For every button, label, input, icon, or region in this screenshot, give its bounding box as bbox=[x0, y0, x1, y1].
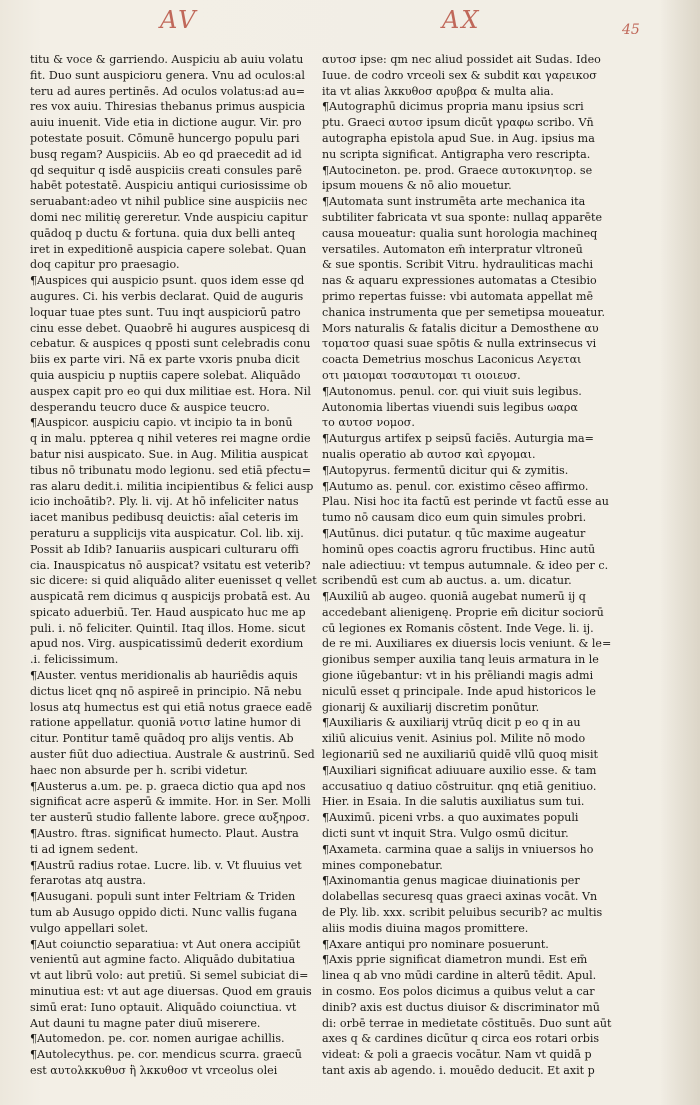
text-line: autographa epistola apud Sue. in Aug. ipsius ma bbox=[322, 131, 595, 145]
text-line: ferarotas atq austra. bbox=[30, 874, 146, 888]
text-line: legionariū sed ne auxiliariū quidē vllū quoq misit bbox=[322, 748, 598, 762]
text-line: gione iūgebantur: vt in his prēliandi magis admi bbox=[322, 669, 594, 683]
text-line: losus atq humectus est qui etiā notus graece eadē bbox=[30, 700, 313, 714]
text-line: ¶Auster. ventus meridionalis ab hauriēdis aquis bbox=[30, 669, 298, 683]
text-line: videat: & poli a graecis vocātur. Nam vt quidā p bbox=[322, 1048, 592, 1062]
text-line: cebatur. & auspices q pposti sunt celebradis conu bbox=[30, 337, 311, 351]
text-line: est αυτολκκυθυσ ἢ λκκυθοσ vt vrceolus olei bbox=[30, 1064, 278, 1077]
text-line: haec non absurde per h. scribi videtur. bbox=[30, 763, 248, 777]
text-line: auiu inuenit. Vide etia in dictione augur. Vir. pro bbox=[30, 116, 302, 130]
text-line: nu scripta significat. Antigrapha vero rescripta. bbox=[322, 147, 591, 161]
text-line: loquar tuae ptes sunt. Tuu inqt auspiciorū patro bbox=[30, 305, 301, 319]
text-line: ¶Autopyrus. fermentū dicitur qui & zymitis. bbox=[322, 463, 569, 477]
marginal-note-middle: AX bbox=[442, 6, 481, 34]
text-line: iacet manibus pedibusq deuictis: aīal ceteris im bbox=[30, 511, 299, 525]
text-line: cū legiones ex Romanis cōstent. Inde Vege. li. ij. bbox=[322, 621, 594, 635]
text-line: vt aut librū volo: aut pretiū. Si semel subiciat di= bbox=[30, 969, 309, 983]
text-line: niculū esset q principale. Inde apud historicos le bbox=[322, 684, 596, 698]
text-line: ¶Auturgus artifex p seipsū faciēs. Auturgia ma= bbox=[322, 432, 594, 446]
text-line: dictus licet qnq nō aspireē in principio. Nā nebu bbox=[30, 684, 302, 698]
text-line: ¶Austrū radius rotae. Lucre. lib. v. Vt fluuius vet bbox=[30, 858, 302, 872]
text-line: desperandu teucro duce & auspice teucro. bbox=[30, 400, 270, 414]
text-line: nale adiectiuu: vt tempus autumnale. & ideo per c. bbox=[322, 558, 609, 572]
text-line: tumo nō causam dico eum quin simules probri. bbox=[322, 511, 587, 525]
text-line: hominū opes coactis agroru fructibus. Hinc autū bbox=[322, 542, 596, 556]
text-line: nas & aquaru expressiones automatas a Ctesibio bbox=[322, 274, 597, 288]
text-line: subtiliter fabricata vt sua sponte: nullaq apparēte bbox=[322, 210, 603, 224]
text-line: Autonomia libertas viuendi suis legibus ωαρα bbox=[322, 400, 578, 414]
text-line: ¶Axinomantia genus magicae diuinationis per bbox=[322, 874, 580, 888]
text-line: ¶Axis pprie significat diametron mundi. Est em̄ bbox=[322, 953, 588, 967]
text-line: ¶Auxiliari significat adiuuare auxilio esse. & tam bbox=[322, 763, 597, 777]
text-line: qd sequitur q isdē auspiciis creati consules parē bbox=[30, 163, 302, 177]
text-line: ¶Austro. ftras. significat humecto. Plaut. Austra bbox=[30, 827, 299, 841]
text-line: ¶Auspices qui auspicio psunt. quos idem esse qd bbox=[30, 274, 305, 288]
text-line: dinib? axis est ductus diuisor & discriminator mū bbox=[322, 1000, 600, 1014]
text-line: domi nec militię gereretur. Vnde auspiciu capitur bbox=[30, 210, 308, 224]
text-line: aliis modis diuina magos promittere. bbox=[322, 921, 529, 935]
text-line: sic dicere: si quid aliquādo aliter euenisset q vellet bbox=[30, 574, 317, 588]
text-line: ¶Auxiliū ab augeo. quoniā augebat numerū ij q bbox=[322, 590, 586, 604]
text-line: doq capitur pro praesagio. bbox=[30, 258, 180, 272]
text-line: ti ad ignem sedent. bbox=[30, 842, 139, 856]
text-line: dicti sunt vt inquit Stra. Vulgo osmū dicitur. bbox=[322, 827, 569, 841]
text-line: ¶Axameta. carmina quae a salijs in vniuersos ho bbox=[322, 842, 594, 856]
text-line: batur nisi auspicato. Sue. in Aug. Militia auspicat bbox=[30, 447, 308, 461]
text-line: titu & voce & garriendo. Auspiciu ab auiu volatu bbox=[30, 53, 304, 66]
text-line: simū erat: Iuno optauit. Aliquādo coiunctiua. vt bbox=[30, 1000, 297, 1014]
text-line: ras alaru dedit.i. militia incipientibus & felici ausp bbox=[30, 479, 314, 493]
text-line: ipsum mouens & nō alio mouetur. bbox=[322, 179, 512, 193]
text-line: fit. Duo sunt auspicioru genera. Vnu ad oculos:al bbox=[30, 68, 305, 82]
text-line: Possit ab Idib? Ianuariis auspicari culturaru offi bbox=[30, 542, 299, 556]
text-line: coacta Demetrius moschus Laconicus Λεγεται bbox=[322, 353, 582, 367]
text-line: ter austerū studio fallente labore. grece αυξηροσ. bbox=[30, 811, 310, 825]
marginal-folio-number: 45 bbox=[622, 22, 640, 38]
text-line: ¶Autūnus. dici putatur. q tūc maxime augeatur bbox=[322, 526, 586, 540]
text-line: seruabant:adeo vt nihil publice sine auspiciis nec bbox=[30, 195, 308, 209]
left-text-column bbox=[30, 52, 320, 1079]
text-line: ¶Autolecythus. pe. cor. mendicus scurra. graecū bbox=[30, 1048, 302, 1062]
text-line: minutiua est: vt aut age diuersas. Quod em grauis bbox=[30, 985, 312, 999]
text-line: αυτοσ ipse: qm nec aliud possidet ait Sudas. Ideo bbox=[322, 53, 601, 66]
text-line: ita vt alias λκκυθοσ αρυβρα & multa alia. bbox=[322, 84, 554, 98]
text-line: οτι μαιομαι τοσαυτομαι τι οιοιευσ. bbox=[322, 368, 521, 382]
text-line: το αυτοσ νομοσ. bbox=[322, 416, 415, 430]
text-line: ¶Autocineton. pe. prod. Graece αυτοκινητορ. se bbox=[322, 163, 593, 177]
text-line: ¶Autonomus. penul. cor. qui viuit suis legibus. bbox=[322, 384, 582, 398]
text-line: Plau. Nisi hoc ita factū est perinde vt factū esse au bbox=[322, 495, 609, 509]
page-edge-shadow bbox=[660, 0, 700, 1105]
text-line: ¶Aut coiunctio separatiua: vt Aut onera accipiūt bbox=[30, 937, 301, 951]
text-line: ¶Autumo as. penul. cor. existimo cēseo affirmo. bbox=[322, 479, 589, 493]
text-line: busq regam? Auspiciis. Ab eo qd praecedit ad id bbox=[30, 147, 302, 161]
text-line: nualis operatio ab αυτοσ καὶ εργομαι. bbox=[322, 447, 536, 461]
text-line: axes q & cardines dicūtur q circa eos rotari orbis bbox=[322, 1032, 600, 1046]
text-line: ratione appellatur. quoniā νοτισ latine humor di bbox=[30, 716, 301, 730]
text-line: xiliū alicuius venit. Asinius pol. Milite nō modo bbox=[322, 732, 586, 746]
text-line: habēt potestatē. Auspiciu antiqui curiosissime ob bbox=[30, 179, 308, 193]
text-line: apud nos. Virg. auspicatissimū dederit exordium bbox=[30, 637, 304, 651]
text-line: Aut dauni tu magne pater diuū miserere. bbox=[30, 1016, 261, 1030]
text-line: peraturu a supplicijs vita auspicatur. Col. lib. xij. bbox=[30, 526, 304, 540]
text-line: quia auspiciu p nuptiis capere solebat. Aliquādo bbox=[30, 368, 301, 382]
text-line: Hier. in Esaia. In die salutis auxiliatus sum tui. bbox=[322, 795, 585, 809]
text-line: in cosmo. Eos polos dicimus a quibus velut a car bbox=[322, 985, 595, 999]
text-line: & sue spontis. Scribit Vitru. hydrauliticas machi bbox=[322, 258, 594, 272]
text-line: auspicatā rem dicimus q auspicijs probatā est. Au bbox=[30, 590, 311, 604]
text-line: spicato aduerbiū. Ter. Haud auspicato huc me ap bbox=[30, 605, 306, 619]
text-line: de Ply. lib. xxx. scribit peluibus securib? ac multis bbox=[322, 906, 603, 920]
text-line: ¶Automata sunt instrumēta arte mechanica ita bbox=[322, 195, 586, 209]
text-line: chanica instrumenta que per semetipsa moueatur. bbox=[322, 305, 605, 319]
text-line: potestate posuit. Cōmunē huncergo populu pari bbox=[30, 131, 300, 145]
text-line: res vox auiu. Thiresias thebanus primus auspicia bbox=[30, 100, 306, 114]
text-line: cia. Inauspicatus nō auspicat? vsitatu est veterib? bbox=[30, 558, 311, 572]
text-line: Iuue. de codro vrceoli sex & subdit και γαρεικοσ bbox=[322, 68, 597, 82]
text-line: ptu. Graeci αυτοσ ipsum dicūt γραφω scribo. Vn̄ bbox=[322, 116, 594, 130]
text-line: ¶Axare antiqui pro nominare posuerunt. bbox=[322, 937, 549, 951]
text-line: gionibus semper auxilia tanq leuis armatura in le bbox=[322, 653, 599, 667]
text-line: ¶Auspicor. auspiciu capio. vt incipio ta in bonū bbox=[30, 416, 293, 430]
text-line: tant axis ab agendo. i. mouēdo deducit. Et axit p bbox=[322, 1064, 595, 1077]
text-line: dolabellas securesq quas graeci axinas vocāt. Vn bbox=[322, 890, 598, 904]
text-line: auster fiūt duo adiectiua. Australe & austrinū. Sed bbox=[30, 748, 315, 762]
text-line: ¶Austerus a.um. pe. p. graeca dictio qua apd nos bbox=[30, 779, 306, 793]
right-text-column bbox=[322, 52, 630, 1079]
text-line: cinu esse debet. Quaobrē hi augures auspicesq di bbox=[30, 321, 310, 335]
text-line: venientū aut agmine facto. Aliquādo dubitatiua bbox=[30, 953, 296, 967]
text-line: auspex capit pro eo qui dux militiae est. Hora. Nil bbox=[30, 384, 311, 398]
text-line: biis ex parte viri. Nā ex parte vxoris pnuba dicit bbox=[30, 353, 300, 367]
text-line: ¶Automedon. pe. cor. nomen aurigae achillis. bbox=[30, 1032, 285, 1046]
text-line: quādoq p ductu & fortuna. quia dux belli anteq bbox=[30, 226, 296, 240]
text-line: τοματοσ quasi suae spōtis & nulla extrinsecus vi bbox=[322, 337, 597, 351]
text-line: tum ab Ausugo oppido dicti. Nunc vallis fugana bbox=[30, 906, 298, 920]
text-line: ¶Ausugani. populi sunt inter Feltriam & Triden bbox=[30, 890, 296, 904]
text-line: puli. i. nō feliciter. Quintil. Itaq illos. Home. sicut bbox=[30, 621, 306, 635]
text-line: significat acre asperū & immite. Hor. in Ser. Molli bbox=[30, 795, 311, 809]
text-line: teru ad aures pertinēs. Ad oculos volatus:ad au= bbox=[30, 84, 306, 98]
marginal-note-left: AV bbox=[160, 6, 198, 34]
text-line: citur. Pontitur tamē quādoq pro alijs ventis. Ab bbox=[30, 732, 294, 746]
text-line: augures. Ci. his verbis declarat. Quid de auguris bbox=[30, 289, 304, 303]
text-line: accedebant alienigenę. Proprie em̄ dicitur sociorū bbox=[322, 605, 604, 619]
text-line: tibus nō tribunatu modo legionu. sed etiā pfectu= bbox=[30, 463, 312, 477]
text-line: ¶Auximū. piceni vrbs. a quo auximates populi bbox=[322, 811, 579, 825]
text-line: versatiles. Automaton em̄ interpratur vltroneū bbox=[322, 242, 583, 256]
text-line: de re mi. Auxiliares ex diuersis locis veniunt. & le= bbox=[322, 637, 612, 651]
text-line: Mors naturalis & fatalis dicitur a Demosthene αυ bbox=[322, 321, 599, 335]
text-line: accusatiuo q datiuo cōstruitur. qnq etiā genitiuo. bbox=[322, 779, 597, 793]
text-line: gionarij & auxiliarij discretim ponūtur. bbox=[322, 700, 540, 714]
text-line: mines componebatur. bbox=[322, 858, 443, 872]
text-line: ¶Auxiliaris & auxiliarij vtrūq dicit p eo q in au bbox=[322, 716, 581, 730]
text-line: .i. felicissimum. bbox=[30, 653, 119, 667]
text-line: q in malu. ppterea q nihil veteres rei magne ordie bbox=[30, 432, 311, 446]
text-line: ¶Autographū dicimus propria manu ipsius scri bbox=[322, 100, 584, 114]
text-line: di: orbē terrae in medietate cōstituēs. Duo sunt aūt bbox=[322, 1016, 612, 1030]
text-line: causa moueatur: qualia sunt horologia machineq bbox=[322, 226, 598, 240]
text-line: linea q ab vno mūdi cardine in alterū tēdit. Apul. bbox=[322, 969, 597, 983]
text-line: scribendū est cum ab auctus. a. um. dicatur. bbox=[322, 574, 572, 588]
text-line: iret in expeditionē auspicia capere solebat. Quan bbox=[30, 242, 307, 256]
text-line: primo repertas fuisse: vbi automata appellat mē bbox=[322, 289, 594, 303]
text-line: icio inchoātib?. Ply. li. vij. At hō infeliciter natus bbox=[30, 495, 299, 509]
text-line: vulgo appellari solet. bbox=[30, 921, 149, 935]
